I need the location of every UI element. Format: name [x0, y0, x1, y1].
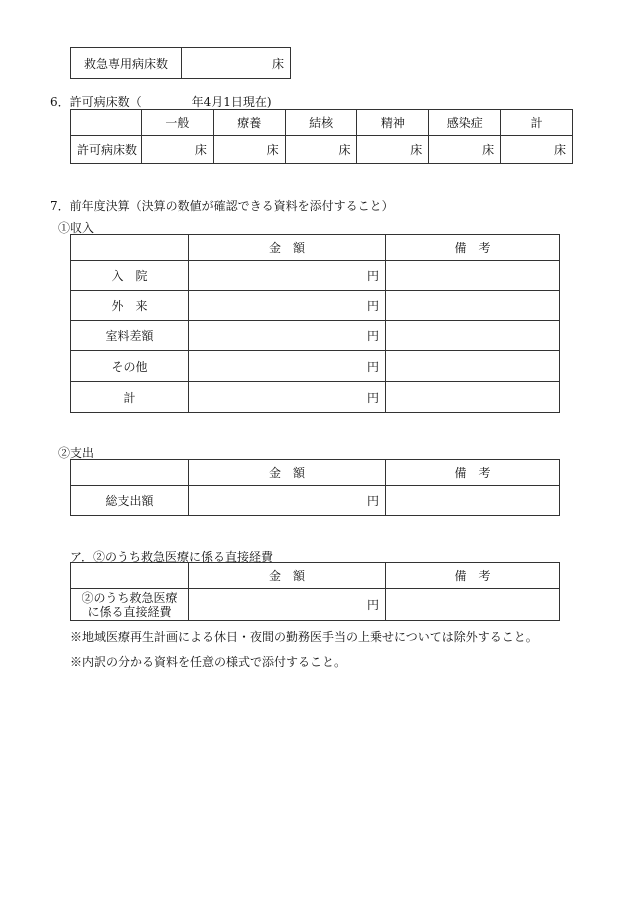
emergency-beds-table — [70, 47, 291, 79]
expense-corner — [71, 460, 189, 486]
direct-amount-cell[interactable]: 円 — [189, 589, 386, 621]
income-header-remarks: 備 考 — [386, 235, 560, 261]
col-general: 一般 — [142, 110, 214, 136]
expense-title: ②支出 — [58, 446, 95, 460]
col-tuberculosis: 結核 — [285, 110, 357, 136]
note-exclusion: ※地域医療再生計画による休日・夜間の勤務医手当の上乗せについては除外すること。 — [70, 630, 538, 644]
direct-cost-table — [70, 562, 560, 621]
expense-row-label: 総支出額 — [71, 486, 189, 516]
direct-header-amount: 金 額 — [189, 563, 386, 589]
expense-header-remarks: 備 考 — [386, 460, 560, 486]
income-row-label: 室料差額 — [71, 321, 189, 351]
income-amount-cell[interactable]: 円 — [189, 291, 386, 321]
col-total: 計 — [501, 110, 573, 136]
income-amount-cell[interactable]: 円 — [189, 261, 386, 291]
direct-row-label — [71, 589, 189, 621]
direct-row-label-line1: ②のうち救急医療 — [81, 590, 178, 605]
licensed-beds-corner — [71, 110, 142, 136]
direct-remarks-cell[interactable] — [386, 589, 560, 621]
direct-header-remarks: 備 考 — [386, 563, 560, 589]
section6-heading-prefix: 6．許可病床数（ — [50, 95, 142, 109]
note-attachment: ※内訳の分かる資料を任意の様式で添付すること。 — [70, 655, 347, 669]
emergency-beds-label: 救急専用病床数 — [71, 48, 182, 79]
direct-cost-title: ア．②のうち救急医療に係る直接経費 — [70, 550, 274, 564]
section6-heading-suffix: 年4月1日現在) — [191, 95, 272, 109]
table-row — [71, 486, 560, 516]
income-row-label: その他 — [71, 351, 189, 382]
table-row — [71, 589, 560, 621]
table-row — [71, 321, 560, 351]
cell-total[interactable]: 床 — [501, 136, 573, 164]
col-psychiatric: 精神 — [357, 110, 429, 136]
income-row-label: 外 来 — [71, 291, 189, 321]
direct-corner — [71, 563, 189, 589]
income-amount-cell[interactable]: 円 — [189, 382, 386, 413]
table-row — [71, 382, 560, 413]
licensed-beds-table — [70, 109, 573, 164]
cell-recuperation[interactable]: 床 — [213, 136, 285, 164]
col-recuperation: 療養 — [213, 110, 285, 136]
cell-infectious[interactable]: 床 — [429, 136, 501, 164]
income-header-amount: 金 額 — [189, 235, 386, 261]
income-table — [70, 234, 560, 413]
income-title: ①収入 — [58, 221, 95, 235]
income-remarks-cell[interactable] — [386, 382, 560, 413]
expense-table — [70, 459, 560, 516]
section6-heading — [50, 93, 272, 110]
income-row-label: 計 — [71, 382, 189, 413]
income-remarks-cell[interactable] — [386, 321, 560, 351]
expense-header-amount: 金 額 — [189, 460, 386, 486]
income-corner — [71, 235, 189, 261]
income-amount-cell[interactable]: 円 — [189, 351, 386, 382]
cell-tuberculosis[interactable]: 床 — [285, 136, 357, 164]
income-remarks-cell[interactable] — [386, 261, 560, 291]
table-row — [71, 261, 560, 291]
table-row — [71, 291, 560, 321]
income-row-label: 入 院 — [71, 261, 189, 291]
section7-heading: 7．前年度決算（決算の数値が確認できる資料を添付すること） — [50, 199, 394, 213]
expense-amount-cell[interactable]: 円 — [189, 486, 386, 516]
cell-general[interactable]: 床 — [142, 136, 214, 164]
expense-remarks-cell[interactable] — [386, 486, 560, 516]
table-row — [71, 351, 560, 382]
direct-row-label-line2: に係る直接経費 — [87, 604, 172, 619]
income-remarks-cell[interactable] — [386, 351, 560, 382]
income-remarks-cell[interactable] — [386, 291, 560, 321]
emergency-beds-value[interactable]: 床 — [182, 48, 291, 79]
cell-psychiatric[interactable]: 床 — [357, 136, 429, 164]
col-infectious: 感染症 — [429, 110, 501, 136]
licensed-beds-row-label: 許可病床数 — [71, 136, 142, 164]
income-amount-cell[interactable]: 円 — [189, 321, 386, 351]
